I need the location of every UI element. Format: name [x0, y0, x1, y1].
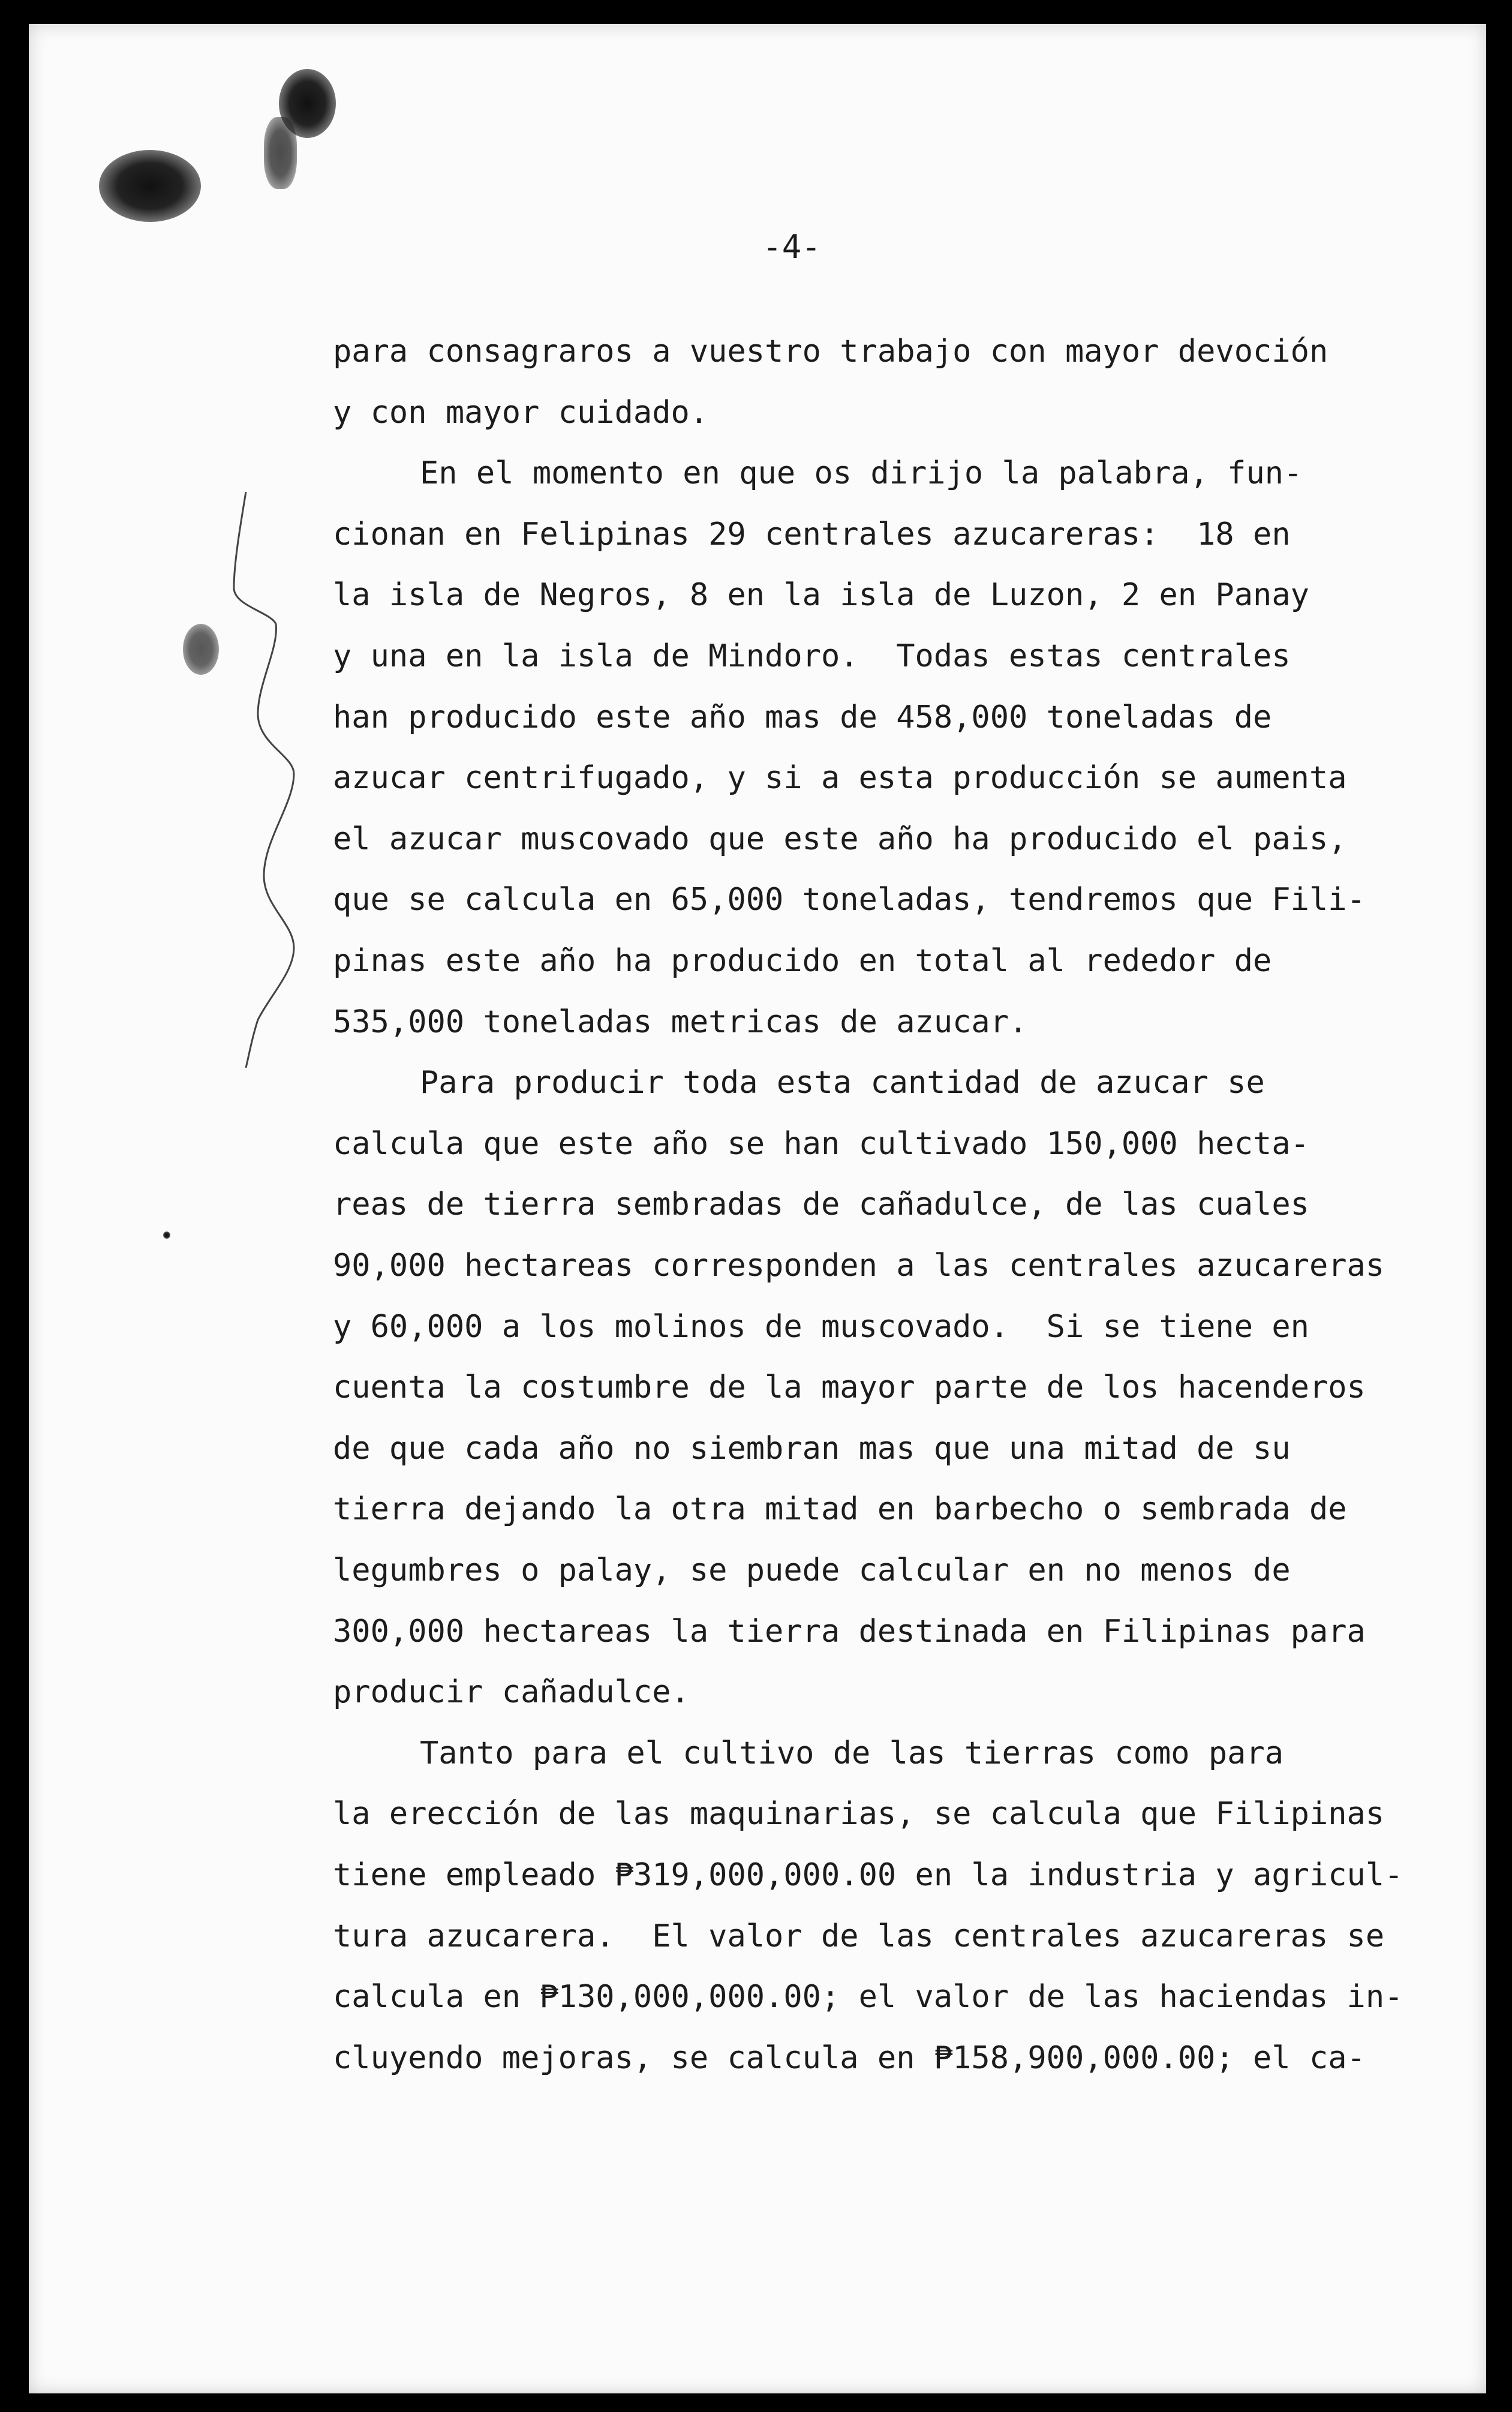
- text-line: 90,000 hectareas corresponden a las centrales azucareras: [333, 1248, 1385, 1284]
- text-line: En el momento en que os dirijo la palabra, fun-: [420, 455, 1303, 492]
- text-line: Para producir toda esta cantidad de azucar se: [420, 1065, 1265, 1101]
- ink-blot: [264, 117, 297, 189]
- handwritten-margin-bracket: [222, 492, 342, 1068]
- text-line: pinas este año ha producido en total al rededor de: [333, 943, 1272, 979]
- text-line: azucar centrifugado, y si a esta producción se aumenta: [333, 760, 1347, 797]
- text-line: el azucar muscovado que este año ha producido el pais,: [333, 821, 1347, 857]
- text-line: 535,000 toneladas metricas de azucar.: [333, 1004, 1028, 1040]
- text-line: reas de tierra sembradas de cañadulce, de las cuales: [333, 1187, 1309, 1223]
- text-line: calcula que este año se han cultivado 150,000 hecta-: [333, 1125, 1309, 1162]
- text-line: Tanto para el cultivo de las tierras como para: [420, 1735, 1284, 1771]
- text-line: producir cañadulce.: [333, 1674, 690, 1711]
- text-line: y con mayor cuidado.: [333, 394, 709, 431]
- text-line: y 60,000 a los molinos de muscovado. Si se tiene en: [333, 1308, 1309, 1345]
- text-line: y una en la isla de Mindoro. Todas estas centrales: [333, 638, 1291, 674]
- text-line: para consagraros a vuestro trabajo con mayor devoción: [333, 334, 1328, 370]
- text-line: la isla de Negros, 8 en la isla de Luzon, 2 en Panay: [333, 577, 1309, 614]
- text-line: han producido este año mas de 458,000 toneladas de: [333, 699, 1272, 735]
- text-line: tura azucarera. El valor de las centrales azucareras se: [333, 1918, 1385, 1954]
- text-line: 300,000 hectareas la tierra destinada en Filipinas para: [333, 1613, 1366, 1650]
- ink-dot: [163, 1231, 170, 1239]
- text-line: de que cada año no siembran mas que una mitad de su: [333, 1430, 1291, 1467]
- text-line: calcula en ₱130,000,000.00; el valor de las haciendas in-: [333, 1979, 1403, 2015]
- text-line: cionan en Felipinas 29 centrales azucareras: 18 en: [333, 516, 1291, 552]
- text-line: cluyendo mejoras, se calcula en ₱158,900,000.00; el ca-: [333, 2039, 1366, 2076]
- text-line: que se calcula en 65,000 toneladas, tendremos que Fili-: [333, 882, 1366, 918]
- text-line: legumbres o palay, se puede calcular en no menos de: [333, 1552, 1291, 1588]
- text-line: la erección de las maquinarias, se calcula que Filipinas: [333, 1796, 1385, 1833]
- page-number: -4-: [762, 228, 821, 266]
- ink-blot: [183, 624, 219, 675]
- ink-blot: [99, 150, 201, 222]
- text-line: tiene empleado ₱319,000,000.00 en la industria y agricul-: [333, 1857, 1403, 1893]
- text-line: cuenta la costumbre de la mayor parte de los hacenderos: [333, 1369, 1366, 1406]
- text-line: tierra dejando la otra mitad en barbecho o sembrada de: [333, 1491, 1347, 1528]
